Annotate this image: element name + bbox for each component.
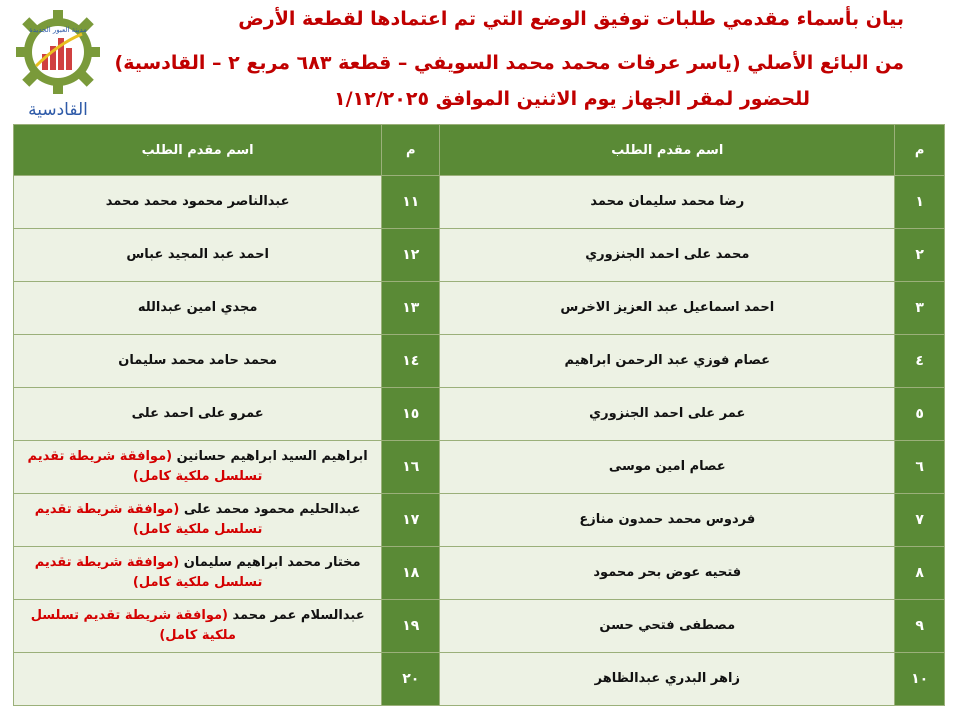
row-number-right: ١ (895, 176, 945, 229)
table-row (14, 335, 945, 388)
header-num-1: م (895, 125, 945, 176)
applicant-name-text: عمرو على احمد على (131, 406, 264, 421)
header-num-2: م (382, 125, 440, 176)
applicant-name-right: احمد اسماعيل عبد العزيز الاخرس (440, 282, 895, 335)
row-number-left: ١٨ (382, 547, 440, 600)
table-header-row (14, 125, 945, 176)
row-number-right: ٧ (895, 494, 945, 547)
row-number-left: ٢٠ (382, 653, 440, 706)
table-row (14, 282, 945, 335)
applicant-name-right: زاهر البدري عبدالظاهر (440, 653, 895, 706)
applicant-name-left (14, 441, 382, 494)
applicant-name-left (14, 547, 382, 600)
header-name-2: اسم مقدم الطلب (14, 125, 382, 176)
applicant-name-right: عصام امين موسى (440, 441, 895, 494)
row-number-right: ٩ (895, 600, 945, 653)
row-number-right: ٨ (895, 547, 945, 600)
logo-caption: القادسية (28, 100, 88, 120)
title-line-1: بيان بأسماء مقدمي طلبات توفيق الوضع التي تم اعتمادها لقطعة الأرض (238, 8, 904, 30)
table-row (14, 547, 945, 600)
applicant-name-text: مختار محمد ابراهيم سليمان (183, 555, 361, 570)
title-line-2: من البائع الأصلي (ياسر عرفات محمد محمد السويفي – قطعة ٦٨٣ مربع ٢ – القادسية) (114, 52, 904, 74)
table-row (14, 388, 945, 441)
table-row (14, 229, 945, 282)
approval-condition-note: (موافقة شريطة تقديم تسلسل ملكية كامل) (30, 608, 236, 643)
title-line-3: للحضور لمقر الجهاز يوم الاثنين الموافق ١/١٢/٢٠٢٥ (334, 88, 810, 110)
applicant-name-text: ابراهيم السيد ابراهيم حسانين (176, 449, 368, 464)
applicant-name-right: عمر على احمد الجنزوري (440, 388, 895, 441)
row-number-left: ١٧ (382, 494, 440, 547)
applicant-name-text: عبدالحليم محمود محمد على (183, 502, 361, 517)
row-number-left: ١٥ (382, 388, 440, 441)
applicant-name-text: محمد حامد محمد سليمان (118, 353, 278, 368)
applicant-name-right: عصام فوزي عبد الرحمن ابراهيم (440, 335, 895, 388)
table-row (14, 600, 945, 653)
applicant-name-left (14, 229, 382, 282)
document-header (0, 0, 960, 122)
row-number-right: ٤ (895, 335, 945, 388)
applicant-name-left (14, 335, 382, 388)
applicant-name-text: مجدي امين عبدالله (137, 300, 258, 315)
approval-condition-note: (موافقة شريطة تقديم تسلسل ملكية كامل) (34, 555, 263, 590)
row-number-left: ١١ (382, 176, 440, 229)
applicant-name-left (14, 653, 382, 706)
row-number-left: ١٣ (382, 282, 440, 335)
approval-condition-note: (موافقة شريطة تقديم تسلسل ملكية كامل) (27, 449, 263, 484)
row-number-left: ١٦ (382, 441, 440, 494)
logo-top-text: مدينة العبور الجديدة (29, 26, 87, 34)
row-number-right: ٢ (895, 229, 945, 282)
table-row (14, 653, 945, 706)
row-number-right: ١٠ (895, 653, 945, 706)
applicant-name-text: احمد عبد المجيد عباس (126, 247, 269, 262)
applicant-name-text: عبدالناصر محمود محمد محمد (105, 194, 290, 209)
gear-logo-icon (8, 4, 108, 100)
row-number-right: ٦ (895, 441, 945, 494)
table-row (14, 494, 945, 547)
row-number-left: ١٩ (382, 600, 440, 653)
applicant-name-text: عبدالسلام عمر محمد (232, 608, 365, 623)
applicant-name-left (14, 494, 382, 547)
row-number-right: ٣ (895, 282, 945, 335)
city-logo (8, 4, 108, 122)
table-row (14, 176, 945, 229)
row-number-left: ١٤ (382, 335, 440, 388)
applicant-name-right: فتحيه عوض بحر محمود (440, 547, 895, 600)
applicant-name-right: فردوس محمد حمدون منازع (440, 494, 895, 547)
applicants-table (13, 124, 945, 706)
applicant-name-left (14, 388, 382, 441)
row-number-right: ٥ (895, 388, 945, 441)
applicant-name-right: مصطفى فتحي حسن (440, 600, 895, 653)
header-name-1: اسم مقدم الطلب (440, 125, 895, 176)
applicant-name-left (14, 600, 382, 653)
applicant-name-right: رضا محمد سليمان محمد (440, 176, 895, 229)
applicant-name-left (14, 282, 382, 335)
applicant-name-left (14, 176, 382, 229)
table-row (14, 441, 945, 494)
applicant-name-right: محمد على احمد الجنزوري (440, 229, 895, 282)
approval-condition-note: (موافقة شريطة تقديم تسلسل ملكية كامل) (34, 502, 263, 537)
row-number-left: ١٢ (382, 229, 440, 282)
